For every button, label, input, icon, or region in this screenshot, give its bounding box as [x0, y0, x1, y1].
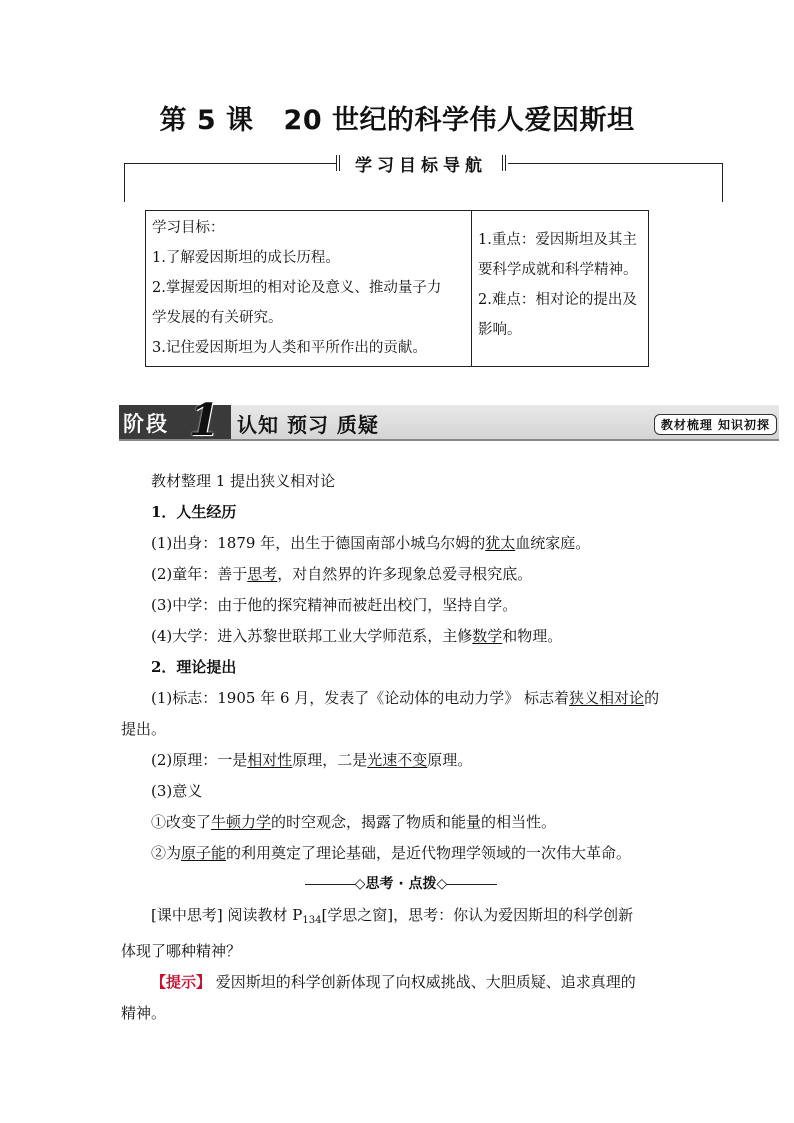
paragraph-line: ①改变了牛顿力学的时空观念，揭露了物质和能量的相当性。 — [151, 813, 557, 831]
section-body — [121, 466, 681, 1029]
answer-line: 精神。 — [121, 1004, 167, 1022]
blank-answer: 牛顿力学 — [211, 813, 272, 831]
paragraph-line: (4)大学：进入苏黎世联邦工业大学师范系，主修数学和物理。 — [151, 627, 563, 645]
paragraph-line: 提出。 — [121, 720, 167, 738]
paragraph-line: ②为原子能的利用奠定了理论基础，是近代物理学领域的一次伟大革命。 — [151, 844, 632, 862]
banner-stage-label: 阶段 — [123, 412, 169, 436]
goals-right-line: 影响。 — [478, 322, 522, 338]
goals-right-cell — [478, 225, 646, 345]
paragraph-line: (3)意义 — [151, 782, 203, 800]
tip-label: 【提示】 — [151, 973, 212, 991]
goals-left-line: 学发展的有关研究。 — [152, 310, 283, 326]
question-line: [课中思考] 阅读教材 $P_{134}$[学思之窗]，思考：你认为爱因斯坦的科学创新 — [151, 906, 634, 926]
goals-right-line: 要科学成就和科学精神。 — [478, 262, 638, 278]
blank-answer: 犹太 — [485, 534, 516, 552]
goals-table — [145, 210, 649, 367]
goals-left-line: 2.掌握爱因斯坦的相对论及意义、推动量子力 — [152, 280, 442, 296]
blank-answer: 相对性 — [247, 751, 293, 769]
banner-stage-number: 1 — [189, 395, 220, 446]
blank-answer: 思考 — [247, 565, 278, 583]
nav-title: 学习目标导航 — [355, 156, 487, 176]
goals-right-line: 2.难点：相对论的提出及 — [478, 292, 637, 308]
blank-answer: 狭义相对论 — [569, 689, 645, 707]
lesson-number: 第 5 课 — [159, 105, 254, 136]
goals-right-line: 1.重点：爱因斯坦及其主 — [478, 232, 637, 248]
paragraph-line: (1)出身：1879 年，出生于德国南部小城乌尔姆的犹太血统家庭。 — [151, 534, 591, 552]
banner-subtitle: 认知 预习 质疑 — [237, 413, 379, 437]
paragraph-line: (2)原理：一是相对性原理，二是光速不变原理。 — [151, 751, 473, 769]
nav-tick-right — [502, 155, 506, 171]
goals-left-line: 3.记住爱因斯坦为人类和平所作出的贡献。 — [152, 340, 427, 356]
goals-left-cell — [152, 213, 468, 363]
think-divider: ◇思考 · 点拨◇ — [121, 869, 681, 900]
goals-left-line: 1.了解爱因斯坦的成长历程。 — [152, 250, 340, 266]
nav-bracket-left — [124, 163, 337, 202]
lesson-title — [0, 98, 794, 137]
paragraph-line: (1)标志：1905 年 6 月，发表了《论动体的电动力学》 标志着狭义相对论的 — [151, 689, 660, 707]
nav-bracket-right — [508, 163, 723, 202]
goals-left-line: 学习目标： — [152, 220, 225, 236]
question-line: 体现了哪种精神？ — [121, 942, 242, 960]
subheading: 1．人生经历 — [151, 503, 237, 521]
subheading: 2．理论提出 — [151, 658, 237, 676]
stage-banner — [119, 395, 779, 446]
banner-tag: 教材梳理 知识初探 — [654, 414, 777, 435]
blank-answer: 光速不变 — [367, 751, 428, 769]
blank-answer: 原子能 — [181, 844, 227, 862]
lesson-name: 20 世纪的科学伟人爱因斯坦 — [283, 105, 635, 136]
blank-answer: 数学 — [472, 627, 503, 645]
section-heading: 教材整理 1 提出狭义相对论 — [151, 472, 336, 490]
answer-line: 【提示】 爱因斯坦的科学创新体现了向权威挑战、大胆质疑、追求真理的 — [151, 973, 636, 991]
goals-divider — [471, 211, 472, 366]
paragraph-line: (2)童年：善于思考，对自然界的许多现象总爱寻根究底。 — [151, 565, 533, 583]
paragraph-line: (3)中学：由于他的探究精神而被赶出校门，坚持自学。 — [151, 596, 518, 614]
